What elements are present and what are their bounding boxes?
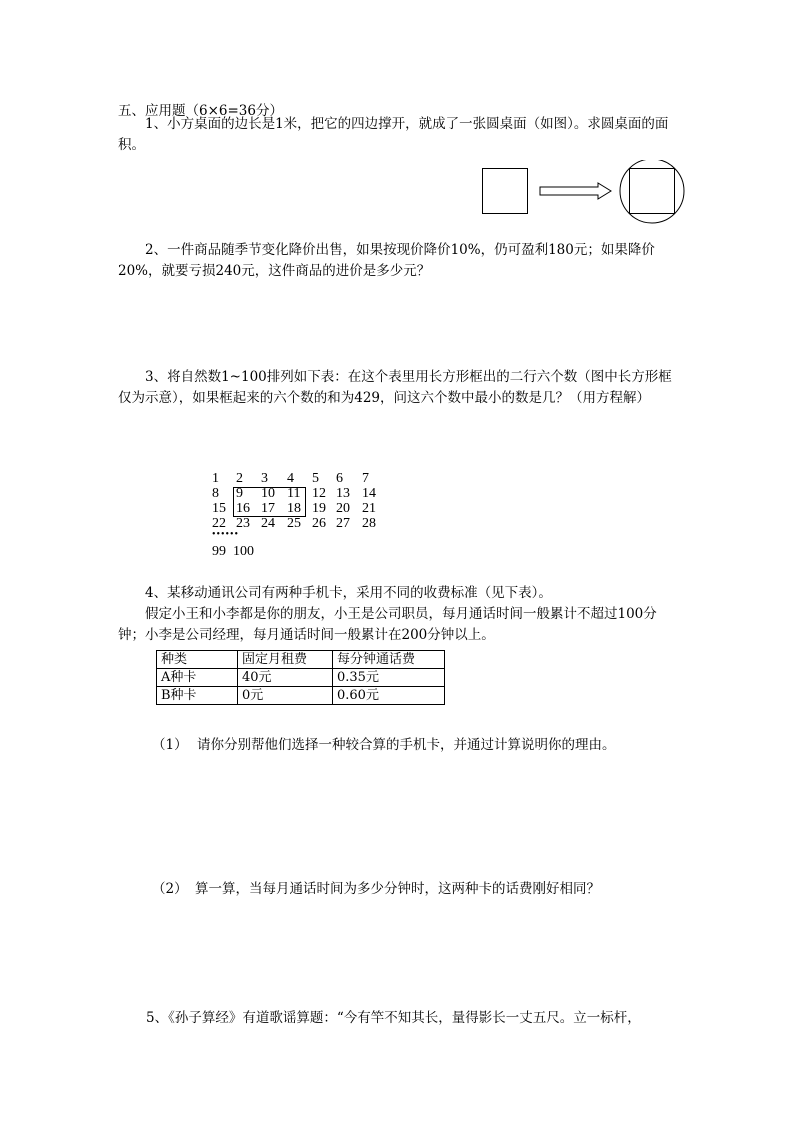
question-3-text: 3、将自然数1~100排列如下表：在这个表里用长方形框出的二行六个数（图中长方形框仅为示意），如果框起来的六个数的和为429，问这六个数中最小的数是几？（用方程解） [118,369,672,406]
grid-number: 13 [336,486,350,501]
question-4-text-2: 假定小王和小李都是你的朋友，小王是公司职员，每月通话时间一般累计不超过100分钟；小李是公司经理，每月通话时间一般累计在200分钟以上。 [118,606,657,643]
grid-number: 15 [212,501,226,516]
table-row [157,687,445,705]
round-table-icon [620,160,684,223]
table-cell: 0元 [238,687,333,705]
table-cell: 40元 [238,669,333,687]
grid-ellipsis: •••••• [212,529,240,540]
subquestion-1-number: （1） [152,737,188,753]
table-cell: B种卡 [157,687,238,705]
section-title: 五、应用题（6×6=36分） [118,103,283,119]
grid-number: 26 [312,516,326,531]
table-header-cell: 每分钟通话费 [333,651,445,669]
grid-number: 4 [287,471,294,486]
table-header-cell: 固定月租费 [238,651,333,669]
grid-selection-rectangle [233,487,306,517]
table-row [157,669,445,687]
grid-number: 12 [312,486,326,501]
question-2-text: 2、一件商品随季节变化降价出售，如果按现价降价10%，仍可盈利180元；如果降价20%，就要亏损240元，这件商品的进价是多少元？ [118,242,655,279]
grid-number: 10 [261,486,275,501]
grid-number: 11 [287,486,301,501]
table-header-row [157,651,445,669]
square-table-icon [483,169,528,214]
arrow-right-icon [540,183,611,199]
grid-last-row: 99 100 [212,544,254,559]
question-4-text: 4、某移动通讯公司有两种手机卡，采用不同的收费标准（见下表）。 [145,585,552,601]
grid-number: 18 [287,501,301,516]
grid-number: 28 [362,516,376,531]
grid-number: 19 [312,501,326,516]
grid-number: 23 [236,516,250,531]
grid-number: 21 [362,501,376,516]
grid-number: 5 [312,471,319,486]
grid-number: 9 [236,486,243,501]
grid-number: 16 [236,501,250,516]
grid-number: 8 [212,486,219,501]
fee-table [156,650,445,705]
subquestion-2-number: （2） [152,881,188,897]
table-cell: 0.60元 [333,687,445,705]
grid-number: 1 [212,471,219,486]
table-figure [480,160,690,226]
question-5-text: 5、《孙子算经》有道歌谣算题：“今有竿不知其长，量得影长一丈五尺。立一标杆， [146,1010,641,1026]
grid-number: 6 [336,471,343,486]
grid-number: 20 [336,501,350,516]
table-cell: A种卡 [157,669,238,687]
grid-number: 14 [362,486,376,501]
grid-number: 25 [287,516,301,531]
grid-number: 7 [362,471,369,486]
grid-number: 3 [261,471,268,486]
grid-number: 24 [261,516,275,531]
grid-number: 22 [212,516,226,531]
grid-number: 17 [261,501,275,516]
subquestion-1-text: 请你分别帮他们选择一种较合算的手机卡，并通过计算说明你的理由。 [197,737,616,753]
table-cell: 0.35元 [333,669,445,687]
subquestion-2-text: 算一算，当每月通话时间为多少分钟时，这两种卡的话费刚好相同？ [195,881,600,897]
question-1-text: 1、小方桌面的边长是1米，把它的四边撑开，就成了一张圆桌面（如图）。求圆桌面的面积。 [118,116,669,153]
table-header-cell: 种类 [157,651,238,669]
grid-number: 27 [336,516,350,531]
grid-number: 2 [236,471,243,486]
